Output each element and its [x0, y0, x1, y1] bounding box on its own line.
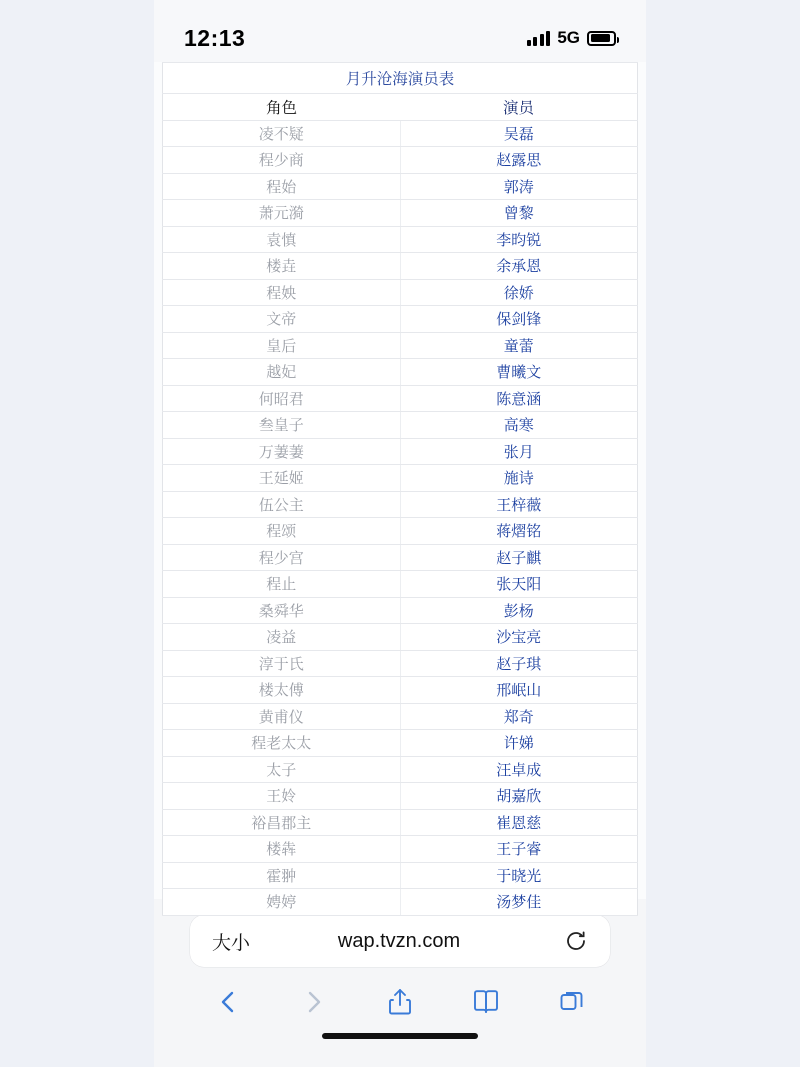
table-row: [163, 253, 638, 280]
role-cell: 万萋萋: [163, 438, 401, 465]
column-header-actor: 演员: [400, 94, 638, 121]
actor-cell[interactable]: 施诗: [400, 465, 638, 492]
actor-cell[interactable]: 陈意涵: [400, 385, 638, 412]
role-cell: 楼垚: [163, 253, 401, 280]
actor-cell[interactable]: 邢岷山: [400, 677, 638, 704]
table-row: [163, 730, 638, 757]
role-cell: 程少商: [163, 147, 401, 174]
table-row: [163, 438, 638, 465]
address-bar[interactable]: [190, 915, 610, 967]
role-cell: 程老太太: [163, 730, 401, 757]
table-row: [163, 624, 638, 651]
actor-cell[interactable]: 汤梦佳: [400, 889, 638, 916]
role-cell: 凌不疑: [163, 120, 401, 147]
battery-icon: [587, 31, 616, 46]
actor-cell[interactable]: 许娣: [400, 730, 638, 757]
web-page-content: [154, 62, 646, 912]
table-clip: [162, 62, 638, 912]
cast-table: [162, 62, 638, 916]
status-indicators: [527, 28, 616, 48]
forward-button[interactable]: [290, 987, 338, 1017]
role-cell: 桑舜华: [163, 597, 401, 624]
role-cell: 萧元漪: [163, 200, 401, 227]
table-row: [163, 889, 638, 916]
table-row: [163, 677, 638, 704]
actor-cell[interactable]: 王子睿: [400, 836, 638, 863]
role-cell: 王姈: [163, 783, 401, 810]
table-title: 月升沧海演员表: [163, 63, 638, 94]
actor-cell[interactable]: 李昀锐: [400, 226, 638, 253]
role-cell: 王延姬: [163, 465, 401, 492]
actor-cell[interactable]: 王梓薇: [400, 491, 638, 518]
table-row: [163, 359, 638, 386]
role-cell: 程颂: [163, 518, 401, 545]
back-button[interactable]: [204, 987, 252, 1017]
actor-cell[interactable]: 于晓光: [400, 862, 638, 889]
table-row: [163, 544, 638, 571]
actor-cell[interactable]: 高寒: [400, 412, 638, 439]
role-cell: 太子: [163, 756, 401, 783]
table-row: [163, 783, 638, 810]
actor-cell[interactable]: 吴磊: [400, 120, 638, 147]
home-indicator[interactable]: [322, 1033, 478, 1039]
role-cell: 袁慎: [163, 226, 401, 253]
actor-cell[interactable]: 汪卓成: [400, 756, 638, 783]
table-row: [163, 306, 638, 333]
actor-cell[interactable]: 张天阳: [400, 571, 638, 598]
actor-cell[interactable]: 张月: [400, 438, 638, 465]
role-cell: 程少宫: [163, 544, 401, 571]
table-header-row: [163, 94, 638, 121]
table-row: [163, 147, 638, 174]
actor-cell[interactable]: 郑奇: [400, 703, 638, 730]
table-row: [163, 279, 638, 306]
role-cell: 霍翀: [163, 862, 401, 889]
signal-bars-icon: [527, 31, 551, 46]
role-cell: 楼太傅: [163, 677, 401, 704]
phone-frame: [154, 0, 646, 1067]
network-type-label: 5G: [557, 28, 580, 47]
text-size-button[interactable]: 大小: [212, 932, 251, 954]
browser-bottom-bar: [154, 899, 646, 1067]
role-cell: 何昭君: [163, 385, 401, 412]
table-row: [163, 597, 638, 624]
role-cell: 程姎: [163, 279, 401, 306]
actor-cell[interactable]: 余承恩: [400, 253, 638, 280]
table-row: [163, 412, 638, 439]
actor-cell[interactable]: 胡嘉欣: [400, 783, 638, 810]
table-row: [163, 836, 638, 863]
role-cell: 程始: [163, 173, 401, 200]
table-title-row: [163, 63, 638, 94]
role-cell: 黄甫仪: [163, 703, 401, 730]
table-row: [163, 809, 638, 836]
status-clock: 12:13: [184, 24, 246, 51]
actor-cell[interactable]: 曹曦文: [400, 359, 638, 386]
actor-cell[interactable]: 郭涛: [400, 173, 638, 200]
role-cell: 皇后: [163, 332, 401, 359]
browser-toolbar: [190, 967, 610, 1017]
role-cell: 越妃: [163, 359, 401, 386]
actor-cell[interactable]: 蒋熠铭: [400, 518, 638, 545]
table-row: [163, 518, 638, 545]
table-row: [163, 650, 638, 677]
table-row: [163, 173, 638, 200]
actor-cell[interactable]: 赵子麒: [400, 544, 638, 571]
role-cell: 伍公主: [163, 491, 401, 518]
actor-cell[interactable]: 彭杨: [400, 597, 638, 624]
role-cell: 娉婷: [163, 889, 401, 916]
actor-cell[interactable]: 崔恩慈: [400, 809, 638, 836]
status-bar: [154, 0, 646, 62]
reload-icon[interactable]: [564, 929, 588, 953]
table-row: [163, 491, 638, 518]
table-row: [163, 703, 638, 730]
role-cell: 楼犇: [163, 836, 401, 863]
role-cell: 文帝: [163, 306, 401, 333]
actor-cell[interactable]: 保剑锋: [400, 306, 638, 333]
table-row: [163, 385, 638, 412]
role-cell: 裕昌郡主: [163, 809, 401, 836]
table-row: [163, 332, 638, 359]
url-text[interactable]: wap.tvzn.com: [337, 929, 461, 952]
actor-cell[interactable]: 赵露思: [400, 147, 638, 174]
table-row: [163, 226, 638, 253]
table-row: [163, 465, 638, 492]
table-row: [163, 756, 638, 783]
actor-cell[interactable]: 童蕾: [400, 332, 638, 359]
table-row: [163, 571, 638, 598]
table-row: [163, 200, 638, 227]
table-row: [163, 120, 638, 147]
bookmarks-book-icon[interactable]: [462, 987, 510, 1017]
actor-cell[interactable]: 徐娇: [400, 279, 638, 306]
role-cell: 淳于氏: [163, 650, 401, 677]
role-cell: 凌益: [163, 624, 401, 651]
table-row: [163, 862, 638, 889]
column-header-role: 角色: [163, 94, 401, 121]
role-cell: 叁皇子: [163, 412, 401, 439]
share-icon[interactable]: [376, 987, 424, 1017]
tabs-icon[interactable]: [548, 987, 596, 1017]
actor-cell[interactable]: 沙宝亮: [400, 624, 638, 651]
role-cell: 程止: [163, 571, 401, 598]
actor-cell[interactable]: 赵子琪: [400, 650, 638, 677]
actor-cell[interactable]: 曾黎: [400, 200, 638, 227]
